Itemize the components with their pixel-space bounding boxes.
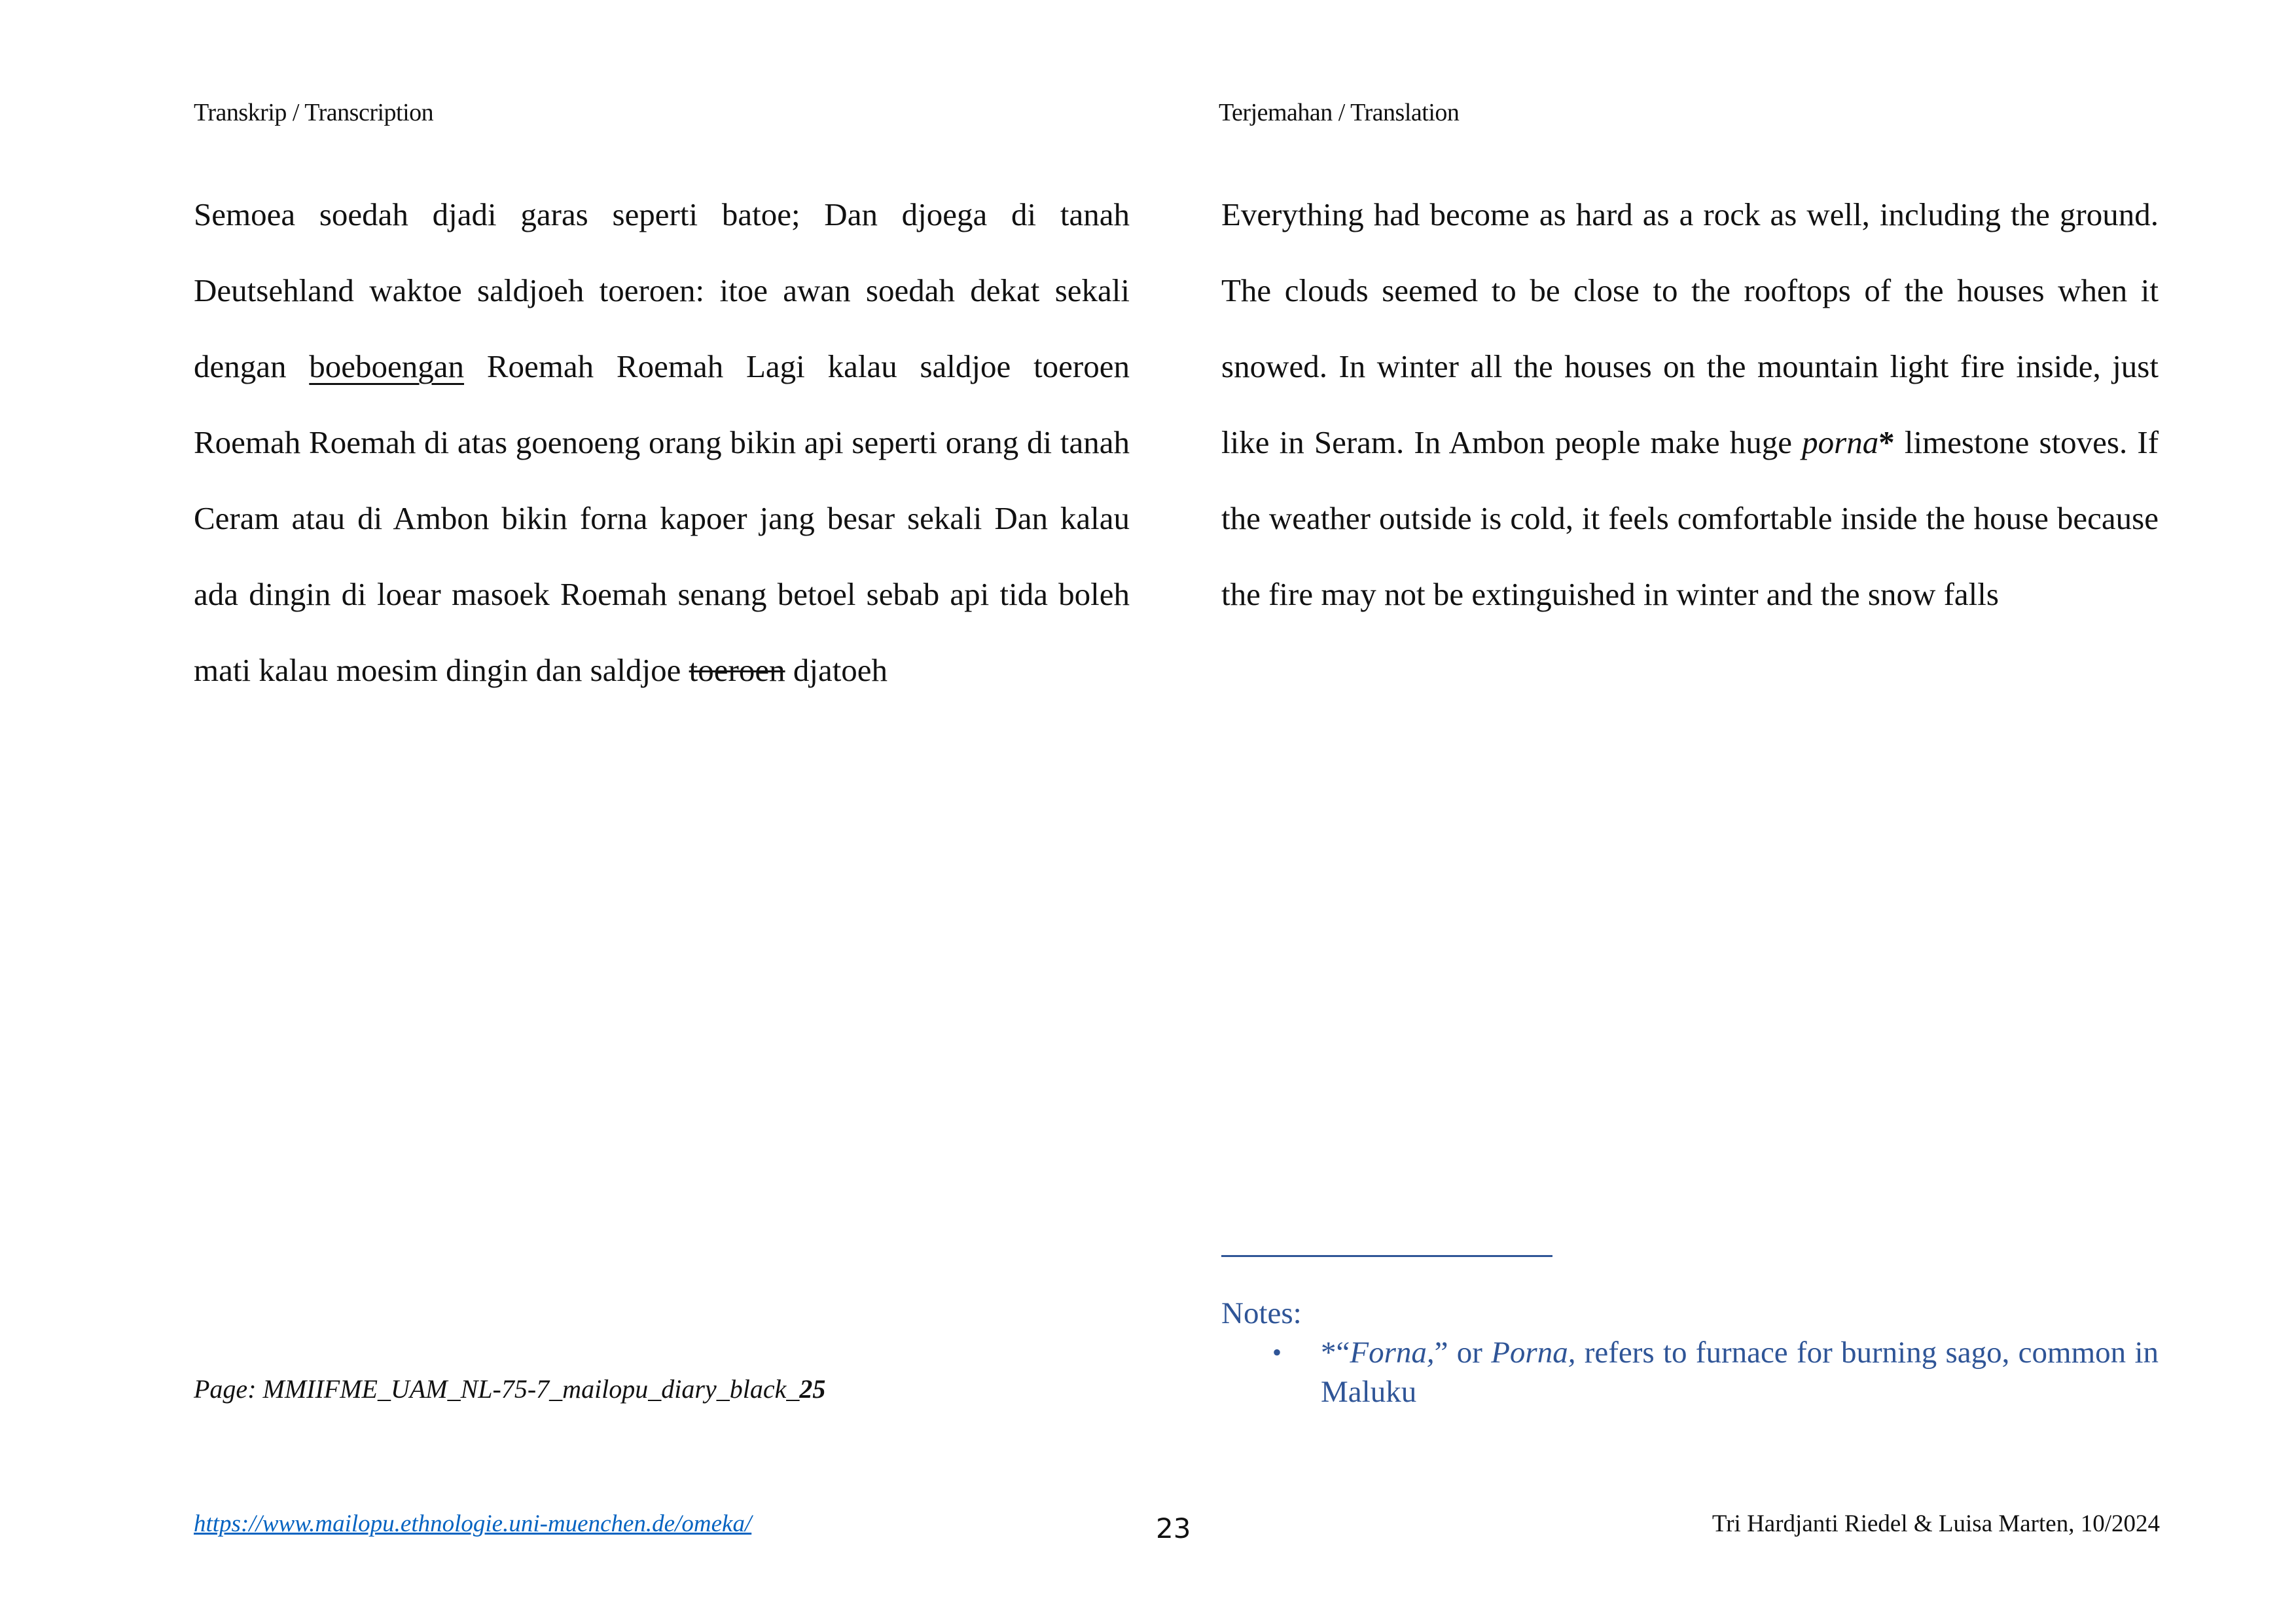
translation-column-header: Terjemahan / Translation	[1219, 99, 1460, 126]
footer-link[interactable]: https://www.mailopu.ethnologie.uni-muenchen.de/omeka/	[194, 1510, 752, 1537]
note-item	[1221, 1333, 2159, 1412]
page-reference-number: 25	[799, 1374, 826, 1404]
underlined-word: boeboengan	[309, 348, 465, 384]
translation-part-2: limestone stoves. If the weather outside is cold, it feels comfortable inside the house because the fire may not be extinguished in winter and the snow falls	[1221, 424, 2159, 612]
footnote-separator	[1221, 1255, 1552, 1257]
footnote-asterisk: *	[1878, 424, 1895, 460]
transcription-part-2: Roemah Roemah Lagi kalau saldjoe toeroen Roemah Roemah di atas goenoeng orang bikin api seperti orang di tanah Ceram atau di Ambon bikin forna kapoer jang besar sekali Dan kalau ada dingin di loear masoek Roemah senang betoel sebab api tida boleh mati kalau moesim dingin dan saldjoe	[194, 348, 1130, 688]
page-number: 23	[1156, 1512, 1191, 1544]
notes-label: Notes:	[1221, 1296, 1302, 1330]
note-prefix: *“	[1321, 1336, 1350, 1370]
bullet-icon: •	[1272, 1338, 1282, 1367]
transcription-part-3: djatoeh	[785, 652, 888, 688]
transcription-text	[194, 177, 1130, 708]
italic-word: porna	[1802, 424, 1879, 460]
note-porna: Porna,	[1491, 1336, 1576, 1370]
page-reference-prefix: Page: MMIIFME_UAM_NL-75-7_mailopu_diary_black_	[194, 1374, 800, 1404]
struck-word: toeroen	[689, 652, 785, 688]
transcription-column-header: Transkrip / Transcription	[194, 99, 434, 126]
transcription-part-1: Semoea soedah djadi garas seperti batoe; Dan djoega di tanah Deutsehland waktoe saldjoeh toeroen: itoe awan soedah dekat sekali dengan	[194, 196, 1130, 384]
notes-section	[1221, 1294, 2159, 1412]
footer-credit: Tri Hardjanti Riedel & Luisa Marten, 10/2024	[1712, 1510, 2160, 1537]
note-rest: refers to furnace for burning sago, common in Maluku	[1321, 1336, 2159, 1409]
note-mid: ” or	[1434, 1336, 1492, 1370]
page-reference	[194, 1374, 825, 1404]
translation-part-1: Everything had become as hard as a rock as well, including the ground. The clouds seemed to be close to the rooftops of the houses when it snowed. In winter all the houses on the mountain light fire inside, just like in Seram. In Ambon people make huge	[1221, 196, 2159, 460]
translation-text	[1221, 177, 2159, 632]
note-forna: Forna,	[1350, 1336, 1435, 1370]
notes-list	[1221, 1333, 2159, 1412]
